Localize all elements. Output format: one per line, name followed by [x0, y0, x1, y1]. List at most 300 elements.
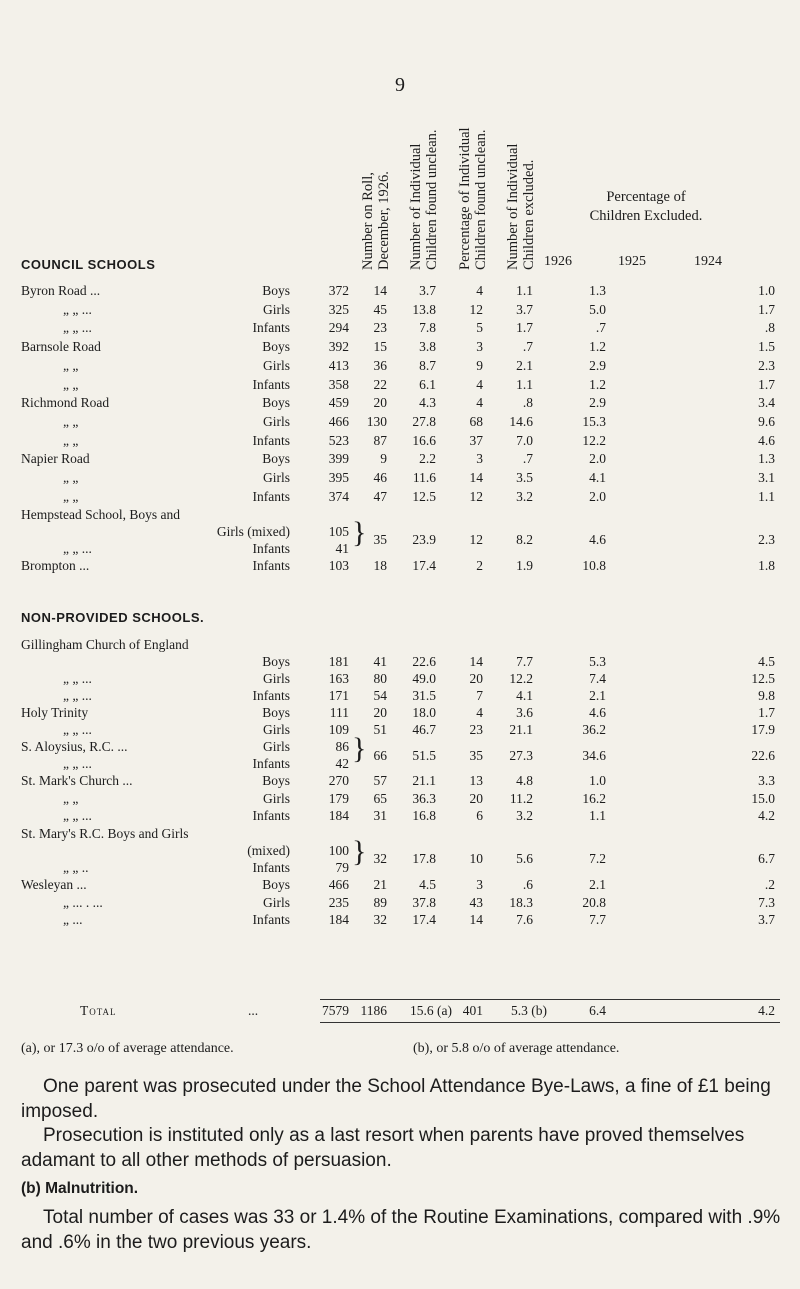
- unclean-value: 35: [373, 532, 387, 547]
- total-row: [0, 1002, 800, 1019]
- school-type: Girls: [263, 357, 290, 373]
- pct-1924-value: 1.7: [758, 705, 775, 720]
- pct-1924-value: 6.7: [758, 851, 775, 866]
- hempstead-row-1: [0, 506, 800, 523]
- header-percentage-excluded: [516, 188, 776, 226]
- unclean-value: 54: [373, 688, 387, 703]
- pct-1926-value: 5.3 (b): [511, 1003, 547, 1018]
- pct-value: 51.5: [412, 748, 436, 763]
- pct-1924-value: 7.3: [758, 894, 775, 910]
- pct-value: 23.9: [412, 532, 436, 547]
- table-row: [0, 319, 800, 336]
- school-name: Brompton ...: [21, 558, 90, 573]
- pct-value: 3.8: [419, 339, 436, 355]
- pct-1925-value: 5.0: [589, 301, 606, 317]
- pct-1924-value: 1.1: [758, 488, 775, 504]
- pct-1925-value: 2.1: [589, 877, 606, 892]
- excluded-value: 35: [469, 748, 483, 763]
- school-type: Boys: [262, 654, 290, 669]
- pct-1925-value: 2.1: [589, 688, 606, 703]
- roll-value: 86: [335, 739, 349, 754]
- roll-value: 413: [328, 357, 349, 373]
- header-year-1926: 1926: [544, 254, 572, 269]
- pct-1926-value: 4.1: [516, 688, 533, 703]
- pct-1925-value: 7.2: [589, 851, 606, 866]
- ditto-name: „ „ ...: [63, 688, 92, 703]
- roll-value: 163: [328, 671, 349, 686]
- excluded-value: 9: [476, 357, 483, 373]
- school-type: Girls: [263, 301, 290, 317]
- pct-1926-value: 21.1: [509, 722, 533, 737]
- total-label: Total: [80, 1003, 117, 1018]
- pct-1926-value: 2.1: [516, 357, 533, 373]
- body-text: [21, 1075, 781, 1173]
- pct-1925-value: 2.0: [589, 488, 606, 504]
- pct-value: 36.3: [412, 790, 436, 806]
- gillingham-title-row: [0, 636, 800, 653]
- table-row: [0, 911, 800, 928]
- excluded-value: 20: [469, 671, 483, 686]
- body-text-2: [21, 1206, 781, 1255]
- excluded-value: 401: [462, 1003, 483, 1018]
- pct-1926-value: .7: [522, 339, 533, 355]
- paragraph-prosecution: One parent was prosecuted under the School Attendance Bye-Laws, a fine of £1 being imposed.: [21, 1076, 771, 1122]
- pct-1926-value: 3.7: [516, 301, 533, 317]
- school-type: Girls: [263, 739, 290, 754]
- pct-1924-value: 9.8: [758, 688, 775, 703]
- unclean-value: 21: [373, 877, 387, 892]
- pct-1926-value: 7.7: [516, 654, 533, 669]
- excluded-value: 12: [469, 488, 483, 504]
- stmarys-values: [0, 850, 800, 867]
- pct-1926-value: 3.6: [516, 705, 533, 720]
- pct-value: 17.4: [412, 912, 436, 927]
- pct-1924-value: 2.3: [758, 357, 775, 373]
- pct-value: 27.8: [412, 413, 436, 429]
- table-row: [0, 450, 800, 467]
- roll-value: 325: [328, 301, 349, 317]
- school-type: Girls: [263, 790, 290, 806]
- roll-value: 111: [329, 705, 349, 720]
- pct-value: 3.7: [419, 283, 436, 298]
- excluded-value: 20: [469, 790, 483, 806]
- header-line: Children Excluded.: [589, 208, 703, 224]
- roll-value: 179: [328, 790, 349, 806]
- roll-value: 459: [328, 395, 349, 411]
- pct-1924-value: 3.7: [758, 912, 775, 927]
- pct-1924-value: .8: [764, 320, 775, 336]
- excluded-value: 4: [476, 395, 483, 411]
- school-name: Byron Road ...: [21, 283, 101, 298]
- pct-1924-value: 1.0: [758, 283, 775, 298]
- header-line: Children found unclean.: [424, 129, 440, 270]
- unclean-value: 130: [366, 413, 387, 429]
- pct-value: 11.6: [412, 470, 436, 485]
- roll-value: 358: [328, 376, 349, 392]
- pct-1925-value: 1.2: [589, 339, 606, 355]
- ditto-name: „ „ ..: [63, 860, 89, 875]
- roll-value: 79: [335, 860, 349, 875]
- roll-value: 184: [328, 912, 349, 927]
- pct-1925-value: 16.2: [582, 790, 606, 806]
- unclean-value: 66: [373, 748, 387, 763]
- roll-value: 41: [335, 541, 349, 556]
- pct-value: 13.8: [412, 301, 436, 317]
- pct-1924-value: 1.7: [758, 301, 775, 317]
- ditto-name: „ ...: [63, 912, 83, 927]
- school-type: Infants: [252, 488, 290, 504]
- excluded-value: 3: [476, 877, 483, 892]
- pct-1926-value: 3.2: [516, 808, 533, 823]
- table-row: [0, 413, 800, 430]
- pct-value: 2.2: [419, 451, 436, 467]
- pct-1925-value: 2.0: [589, 451, 606, 467]
- school-type: Infants: [252, 756, 290, 771]
- excluded-value: 68: [469, 413, 483, 429]
- roll-value: 399: [328, 451, 349, 467]
- unclean-value: 57: [373, 773, 387, 788]
- unclean-value: 9: [380, 451, 387, 467]
- pct-1925-value: 4.1: [589, 470, 606, 485]
- excluded-value: 7: [476, 688, 483, 703]
- ditto-name: „ „: [63, 376, 79, 392]
- school-type: Girls: [263, 470, 290, 485]
- ditto-name: „ „ ...: [63, 301, 92, 317]
- header-line: Percentage of Individual: [457, 127, 473, 270]
- table-row: [0, 687, 800, 704]
- excluded-value: 14: [469, 912, 483, 927]
- roll-value: 395: [328, 470, 349, 485]
- excluded-value: 3: [476, 339, 483, 355]
- ditto-name: „ „ ...: [63, 722, 92, 737]
- excluded-value: 43: [469, 894, 483, 910]
- pct-1924-value: 2.3: [758, 532, 775, 547]
- roll-value: 466: [328, 413, 349, 429]
- pct-1925-value: 6.4: [589, 1003, 606, 1018]
- pct-1925-value: 15.3: [582, 413, 606, 429]
- table-row: [0, 282, 800, 299]
- unclean-value: 15: [373, 339, 387, 355]
- excluded-value: 12: [469, 532, 483, 547]
- pct-1925-value: 34.6: [582, 748, 606, 763]
- pct-value: 7.8: [419, 320, 436, 336]
- header-line: Children found unclean.: [473, 129, 489, 270]
- pct-1926-value: 1.9: [516, 558, 533, 573]
- pct-1926-value: 3.2: [516, 488, 533, 504]
- unclean-value: 32: [373, 912, 387, 927]
- pct-1924-value: .2: [764, 877, 775, 892]
- pct-1926-value: .6: [522, 877, 533, 892]
- pct-1925-value: 2.9: [589, 357, 606, 373]
- pct-1926-value: 1.1: [516, 283, 533, 298]
- roll-value: 392: [328, 339, 349, 355]
- roll-value: 105: [328, 524, 349, 539]
- pct-1924-value: 4.5: [758, 654, 775, 669]
- unclean-value: 18: [373, 558, 387, 573]
- pct-1926-value: 14.6: [509, 413, 533, 429]
- total-rule-top: [320, 999, 780, 1000]
- unclean-value: 36: [373, 357, 387, 373]
- pct-1924-value: 1.5: [758, 339, 775, 355]
- subheading-malnutrition: (b) Malnutrition.: [21, 1180, 139, 1197]
- total-rule-bottom: [320, 1022, 780, 1023]
- pct-value: 31.5: [412, 688, 436, 703]
- school-name: Richmond Road: [21, 395, 110, 411]
- pct-1925-value: 10.8: [582, 558, 606, 573]
- excluded-value: 23: [469, 722, 483, 737]
- table-row: [0, 807, 800, 824]
- school-name: Barnsole Road: [21, 339, 101, 355]
- school-type: Girls (mixed): [216, 524, 290, 539]
- aloysius-values: [0, 747, 800, 764]
- roll-value: 184: [328, 808, 349, 823]
- pct-1925-value: .7: [595, 320, 606, 336]
- header-year-1924: 1924: [694, 254, 722, 269]
- header-line: Percentage of: [606, 189, 686, 205]
- pct-1925-value: 1.2: [589, 376, 606, 392]
- school-type: Boys: [262, 451, 290, 467]
- pct-1925-value: 5.3: [589, 654, 606, 669]
- ditto-name: „ „ ...: [63, 756, 92, 771]
- excluded-value: 4: [476, 705, 483, 720]
- school-type: Infants: [252, 558, 290, 573]
- pct-1925-value: 12.2: [582, 432, 606, 448]
- pct-value: 6.1: [419, 376, 436, 392]
- roll-value: 270: [328, 773, 349, 788]
- school-type: Infants: [252, 432, 290, 448]
- table-row: [0, 301, 800, 318]
- ditto-name: „ „: [63, 413, 79, 429]
- roll-value: 42: [335, 756, 349, 771]
- header-line: Number of Individual: [505, 143, 521, 270]
- school-type: (mixed): [247, 843, 290, 858]
- pct-1924-value: 15.0: [751, 790, 775, 806]
- pct-value: 17.8: [412, 851, 436, 866]
- pct-value: 16.8: [412, 808, 436, 823]
- pct-1924-value: 3.3: [758, 773, 775, 788]
- pct-1926-value: 1.7: [516, 320, 533, 336]
- ditto-name: „ „: [63, 488, 79, 504]
- school-type: Girls: [263, 722, 290, 737]
- unclean-value: 65: [373, 790, 387, 806]
- footnote-a: (a), or 17.3 o/o of average attendance.: [21, 1041, 234, 1056]
- school-type: Infants: [252, 688, 290, 703]
- unclean-value: 46: [373, 470, 387, 485]
- pct-1926-value: .7: [522, 451, 533, 467]
- ditto-name: „ ... . ...: [63, 894, 103, 910]
- ditto-name: „ „ ...: [63, 808, 92, 823]
- header-number-unclean: [408, 112, 444, 270]
- unclean-value: 20: [373, 705, 387, 720]
- unclean-value: 14: [373, 283, 387, 298]
- school-name: Gillingham Church of England: [21, 637, 189, 652]
- unclean-value: 41: [373, 654, 387, 669]
- unclean-value: 45: [373, 301, 387, 317]
- pct-value: 8.7: [419, 357, 436, 373]
- header-number-on-roll: [360, 112, 396, 270]
- excluded-value: 5: [476, 320, 483, 336]
- pct-1926-value: 7.6: [516, 912, 533, 927]
- table-row: [0, 790, 800, 807]
- pct-1924-value: 9.6: [758, 413, 775, 429]
- header-line: December, 1926.: [376, 171, 392, 270]
- pct-value: 17.4: [412, 558, 436, 573]
- pct-1925-value: 4.6: [589, 532, 606, 547]
- school-type: Girls: [263, 894, 290, 910]
- school-name: Wesleyan ...: [21, 877, 87, 892]
- school-type: Girls: [263, 671, 290, 686]
- school-name: St. Mary's R.C. Boys and Girls: [21, 826, 189, 841]
- pct-value: 18.0: [412, 705, 436, 720]
- brace-glyph: }: [352, 516, 367, 549]
- pct-1924-value: 3.4: [758, 395, 775, 411]
- pct-value: 21.1: [412, 773, 436, 788]
- unclean-value: 22: [373, 376, 387, 392]
- table-row: [0, 704, 800, 721]
- pct-1926-value: 4.8: [516, 773, 533, 788]
- unclean-value: 89: [373, 894, 387, 910]
- pct-value: 12.5: [412, 488, 436, 504]
- pct-value: 16.6: [412, 432, 436, 448]
- roll-value: 374: [328, 488, 349, 504]
- pct-1924-value: 12.5: [751, 671, 775, 686]
- pct-1926-value: 12.2: [509, 671, 533, 686]
- excluded-value: 4: [476, 376, 483, 392]
- table-row: [0, 432, 800, 449]
- pct-1924-value: 3.1: [758, 470, 775, 485]
- school-name: Holy Trinity: [21, 705, 89, 720]
- roll-value: 7579: [322, 1003, 349, 1018]
- pct-value: 37.8: [412, 894, 436, 910]
- excluded-value: 10: [469, 851, 483, 866]
- school-type: Infants: [252, 912, 290, 927]
- ditto-name: „ „: [63, 432, 79, 448]
- pct-1925-value: 1.0: [589, 773, 606, 788]
- table-row: [0, 469, 800, 486]
- pct-value: 22.6: [412, 654, 436, 669]
- pct-1926-value: 5.6: [516, 851, 533, 866]
- school-name: Hempstead School, Boys and: [21, 507, 180, 522]
- pct-1925-value: 4.6: [589, 705, 606, 720]
- excluded-value: 12: [469, 301, 483, 317]
- pct-1925-value: 1.1: [589, 808, 606, 823]
- ditto-name: „ „: [63, 357, 79, 373]
- pct-value: 49.0: [412, 671, 436, 686]
- school-name: St. Mark's Church ...: [21, 773, 133, 788]
- roll-value: 103: [328, 558, 349, 573]
- excluded-value: 2: [476, 558, 483, 573]
- table-row: [0, 894, 800, 911]
- pct-1926-value: 8.2: [516, 532, 533, 547]
- unclean-value: 20: [373, 395, 387, 411]
- roll-value: 523: [328, 432, 349, 448]
- school-name: S. Aloysius, R.C. ...: [21, 739, 128, 754]
- stmarys-row-1: [0, 825, 800, 842]
- roll-value: 235: [328, 894, 349, 910]
- table-row: [0, 376, 800, 393]
- unclean-value: 1186: [360, 1003, 387, 1018]
- table-row: [0, 488, 800, 505]
- school-type: Infants: [252, 541, 290, 556]
- ditto-name: „ „ ...: [63, 671, 92, 686]
- excluded-value: 14: [469, 654, 483, 669]
- pct-1926-value: 11.2: [509, 790, 533, 806]
- unclean-value: 51: [373, 722, 387, 737]
- pct-1926-value: 7.0: [516, 432, 533, 448]
- table-row: [0, 338, 800, 355]
- pct-1924-value: 1.8: [758, 558, 775, 573]
- excluded-value: 6: [476, 808, 483, 823]
- pct-value: 4.5: [419, 877, 436, 892]
- ditto-name: „ „ ...: [63, 320, 92, 336]
- hempstead-values: [0, 531, 800, 548]
- ditto-name: „ „: [63, 470, 79, 485]
- school-type: Boys: [262, 283, 290, 298]
- pct-1926-value: 27.3: [509, 748, 533, 763]
- unclean-value: 32: [373, 851, 387, 866]
- header-line: Number of Individual: [408, 143, 424, 270]
- roll-value: 100: [328, 843, 349, 858]
- roll-value: 109: [328, 722, 349, 737]
- table-row: [0, 357, 800, 374]
- unclean-value: 47: [373, 488, 387, 504]
- school-type: Boys: [262, 339, 290, 355]
- unclean-value: 87: [373, 432, 387, 448]
- pct-1924-value: 4.2: [758, 1003, 775, 1018]
- excluded-value: 37: [469, 432, 483, 448]
- brace-glyph: }: [352, 732, 367, 765]
- school-type: Infants: [252, 808, 290, 823]
- table-row: [0, 653, 800, 670]
- ditto-name: „ „ ...: [63, 541, 92, 556]
- excluded-value: 4: [476, 283, 483, 298]
- school-type: Girls: [263, 413, 290, 429]
- excluded-value: 13: [469, 773, 483, 788]
- roll-value: 294: [328, 320, 349, 336]
- section-non-provided-schools: NON-PROVIDED SCHOOLS.: [21, 610, 205, 625]
- header-year-1925: 1925: [618, 254, 646, 269]
- table-row: [0, 670, 800, 687]
- header-line: Children excluded.: [521, 159, 537, 270]
- pct-1925-value: 7.4: [589, 671, 606, 686]
- roll-value: 181: [328, 654, 349, 669]
- pct-1926-value: 1.1: [516, 376, 533, 392]
- school-type: Infants: [252, 320, 290, 336]
- unclean-value: 23: [373, 320, 387, 336]
- table-row: [0, 772, 800, 789]
- total-dots: ...: [248, 1003, 259, 1018]
- pct-1925-value: 7.7: [589, 912, 606, 927]
- pct-value: 15.6 (a): [410, 1003, 452, 1018]
- footnote-b: (b), or 5.8 o/o of average attendance.: [413, 1041, 620, 1056]
- page-number: 9: [395, 74, 405, 96]
- school-type: Boys: [262, 877, 290, 892]
- pct-1924-value: 4.6: [758, 432, 775, 448]
- school-type: Boys: [262, 773, 290, 788]
- pct-1925-value: 20.8: [582, 894, 606, 910]
- table-row: [0, 876, 800, 893]
- header-line: Number on Roll,: [360, 172, 376, 270]
- school-type: Infants: [252, 376, 290, 392]
- pct-1924-value: 1.7: [758, 376, 775, 392]
- school-name: Napier Road: [21, 451, 90, 467]
- brace-glyph: }: [352, 835, 367, 868]
- roll-value: 171: [328, 688, 349, 703]
- excluded-value: 14: [469, 470, 483, 485]
- table-row: [0, 721, 800, 738]
- excluded-value: 3: [476, 451, 483, 467]
- pct-1925-value: 1.3: [589, 283, 606, 298]
